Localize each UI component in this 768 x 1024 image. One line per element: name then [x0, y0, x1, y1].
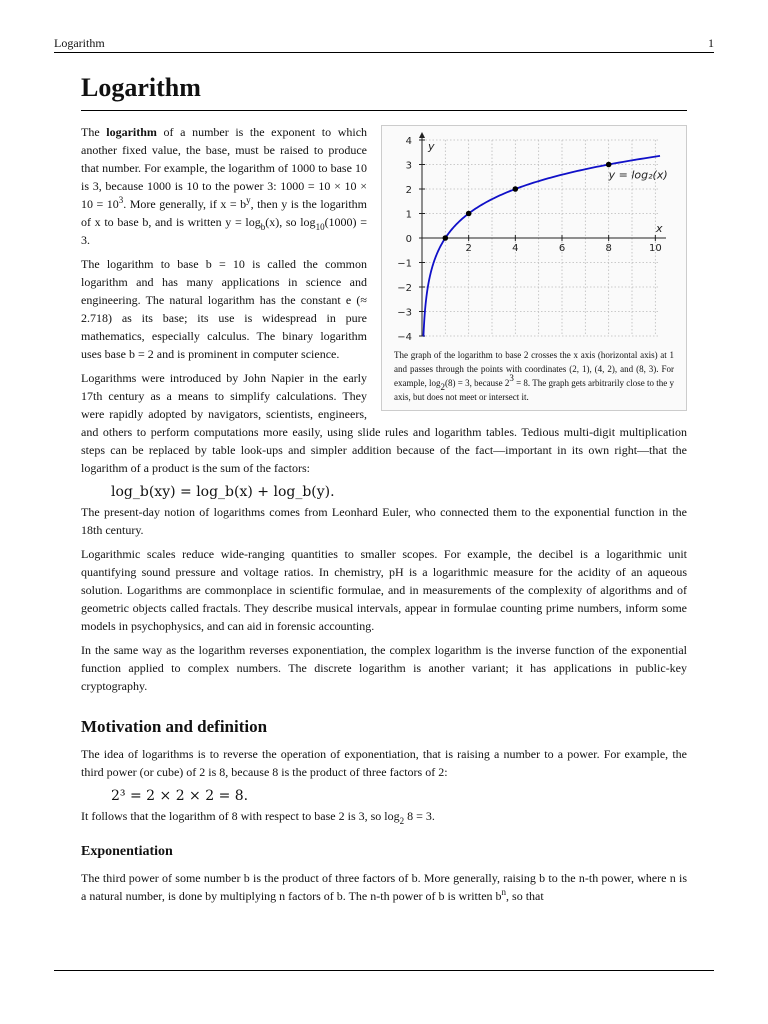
x-tick-label: 6 — [558, 243, 566, 254]
article-body — [81, 70, 687, 911]
y-axis-label: y — [428, 140, 435, 153]
y-tick-label: 3 — [405, 160, 412, 172]
x-axis-label: x — [656, 222, 663, 235]
log2-chart — [386, 130, 672, 346]
marked-point — [606, 162, 612, 168]
common-logarithm-paragraph: The logarithm to base b = 10 is called the common logarithm and has many applications in science and engineering. The natural logarithm has the constant e (≈ 2.718) as its base; its use is widespread in pure mathematics, especially calculus. The binary logarithm uses base b = 2 and is prominent in computer science. — [81, 257, 367, 361]
article-title: Logarithm — [81, 70, 687, 111]
y-tick-label: −1 — [397, 258, 412, 270]
euler-paragraph: The present-day notion of logarithms comes from Leonhard Euler, who connected them to the exponential function in the 18th century. — [81, 505, 687, 537]
running-header-title: Logarithm — [54, 36, 105, 50]
marked-point — [466, 211, 472, 217]
cube-formula: 2³ = 2 × 2 × 2 = 8. — [111, 788, 249, 804]
x-tick-label: 10 — [648, 243, 662, 254]
complex-log-paragraph: In the same way as the logarithm reverses exponentiation, the complex logarithm is the inverse function of the exponential function applied to complex numbers. The discrete logarithm is another variant; it has applications in public-key cryptography. — [81, 643, 687, 693]
graph-figure — [381, 125, 687, 411]
history-paragraph: Logarithms were introduced by John Napier in the early 17th century as a means to simplify calculations. They were rapidly adopted by navigators, scientists, engineers, and others to perform computations more easily, using slide rules and logarithm tables. Tedious multi-digit multiplication steps can be replaced by table look-ups and simpler addition because of the fact—important in its own right—that the logarithm of a product is the sum of the factors: — [81, 371, 687, 475]
y-tick-label: −3 — [397, 307, 412, 319]
product-rule-formula: log_b(xy) = log_b(x) + log_b(y). — [111, 484, 335, 500]
motivation-paragraph: The idea of logarithms is to reverse the operation of exponentiation, that is raising a number to a power. For example, the third power (or cube) of 2 is 8, because 8 is the product of three factors of 2: — [81, 747, 687, 779]
section-heading-exponentiation: Exponentiation — [81, 844, 173, 859]
y-tick-label: −4 — [397, 332, 412, 343]
y-tick-label: −2 — [397, 283, 412, 294]
figure-caption: The graph of the logarithm to base 2 crosses the x axis (horizontal axis) at 1 and passes through the points with coordinates (2, 1), (4, 2), and (8, 3). For example, $\log_2(8) = 3$, because $2^3 = 8$. The graph gets arbitrarily close to the y axis, but does not meet or intersect it. — [394, 350, 674, 402]
exponentiation-paragraph: The third power of some number b is the product of three factors of b. More generally, raising b to the n-th power, where n is a natural number, is done by multiplying n factors of b. The n-th power of b is written $b^n$, so that — [81, 871, 687, 903]
section-heading-motivation: Motivation and definition — [81, 717, 268, 736]
x-tick-label: 2 — [465, 243, 472, 254]
running-header — [54, 36, 714, 53]
term-logarithm: logarithm — [106, 125, 157, 139]
log2-curve — [423, 156, 660, 336]
marked-point — [513, 186, 519, 192]
y-tick-label: 1 — [405, 209, 412, 221]
x-tick-label: 8 — [605, 243, 612, 254]
y-axis-arrow — [419, 132, 425, 138]
curve-label: y = log₂(x) — [608, 168, 668, 182]
log8-paragraph: It follows that the logarithm of 8 with respect to base 2 is 3, so $\log_2 8 = 3$. — [81, 809, 435, 826]
y-tick-label: 4 — [405, 136, 412, 147]
intro-paragraph: The logarithm of a number is the exponent to which another fixed value, the base, must be raised to produce that number. For example, the logarithm of 1000 to base 10 is 3, because 1000 is 10 to the power 3: $1000 = 10 \times 10 \times 10 = 10^3$. More generally, if $x = b^y$, then y is the logarithm of x to base b, and is written $y = \log_b(x)$, so $\log_{10}(1000) = 3$. — [81, 125, 368, 247]
x-tick-label: 4 — [512, 243, 519, 254]
page-number: 1 — [708, 36, 714, 50]
footer-rule — [54, 970, 714, 971]
marked-point — [443, 235, 449, 241]
scales-paragraph: Logarithmic scales reduce wide-ranging quantities to smaller scopes. For example, the decibel is a logarithmic unit quantifying sound pressure and voltage ratios. In chemistry, pH is a logarithmic measure for the acidity of an aqueous solution. Logarithms are commonplace in scientific formulae, and in measurements of the complexity of algorithms and of geometric objects called fractals. They describe musical intervals, appear in formulae counting prime numbers, inform some models in psychophysics, and can aid in forensic accounting. — [81, 547, 687, 633]
y-tick-label: 0 — [405, 234, 412, 245]
y-tick-label: 2 — [405, 185, 412, 196]
